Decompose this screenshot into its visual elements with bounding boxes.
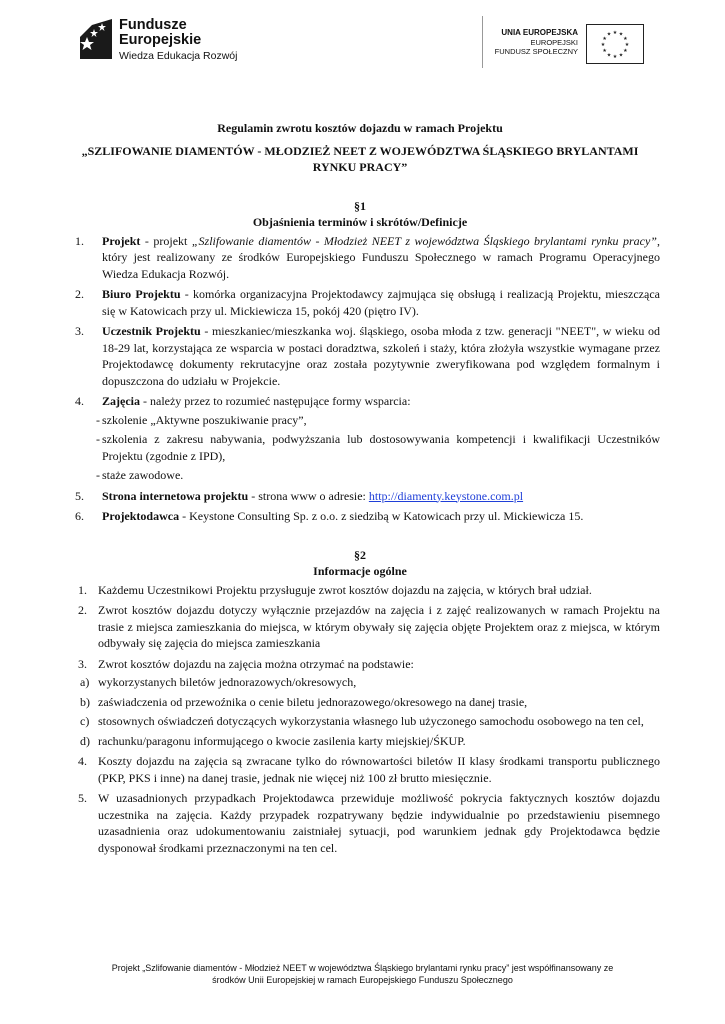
eu-flag-icon — [586, 24, 644, 64]
list-item — [60, 656, 660, 673]
item-marker: 5. — [78, 791, 87, 805]
list-item — [60, 286, 660, 319]
section2-number: §2 — [354, 547, 366, 562]
item-marker: 4. — [78, 754, 87, 768]
page-header — [0, 14, 725, 76]
sub-text: wykorzystanych biletów jednorazowych/okresowych, — [98, 675, 357, 689]
doc-title: Regulamin zwrotu kosztów dojazdu w ramach Projektu — [217, 121, 503, 135]
list-item — [60, 323, 660, 389]
item-text: - Keystone Consulting Sp. z o.o. z siedzibą w Katowicach przy ul. Mickiewicza 15. — [179, 509, 584, 523]
item-text: - strona www o adresie: — [248, 488, 369, 503]
sub-marker: b) — [80, 694, 90, 709]
item-term: Projektodawca — [102, 509, 180, 523]
list-item — [60, 753, 660, 786]
sub-text: szkolenie „Aktywne poszukiwanie pracy”, — [102, 412, 307, 427]
sub-list-item — [60, 412, 660, 429]
project-website-link[interactable]: http://diamenty.keystone.com.pl — [368, 488, 524, 503]
header-divider — [482, 16, 483, 68]
list-item — [60, 790, 660, 856]
list-item — [60, 488, 660, 505]
sub-list-item — [60, 467, 660, 484]
item-term: Strona internetowa projektu — [102, 488, 249, 503]
sub-list-item — [60, 431, 660, 464]
svg-text:★: ★ — [606, 52, 612, 59]
svg-text:★: ★ — [602, 36, 607, 42]
sub-marker: - — [96, 468, 100, 482]
ue-line1: UNIA EUROPEJSKA — [501, 28, 578, 37]
svg-text:★: ★ — [623, 36, 628, 42]
sub-text: zaświadczenia od przewoźnika o cenie biletu jednorazowego/okresowego na danej trasie, — [98, 694, 528, 709]
sub-text: staże zawodowe. — [102, 468, 184, 482]
item-text: Każdemu Uczestnikowi Projektu przysługuje zwrot kosztów dojazdu na zajęcia, w których brał udział. — [98, 582, 592, 597]
item-term: Uczestnik Projektu — [102, 324, 201, 338]
item-marker: 5. — [75, 488, 84, 503]
item-text: W uzasadnionych przypadkach Projektodawca przewiduje możliwość pokrycia faktycznych kosztów dojazdu uczestnika na zajęcia. Każdy przypadek rozpatrywany będzie indywidualnie po przedstawieniu pisemnego uzasadnienia oraz udokumentowaniu zaistniałej sytuacji, pod warunkiem jednak gdy Projektodawca będzie dysponował środkami przeznaczonymi na ten cel. — [98, 791, 660, 855]
footer-line2: środków Unii Europejskiej w ramach Europejskiego Funduszu Społecznego — [212, 975, 513, 985]
svg-text:★: ★ — [612, 54, 618, 60]
list-item — [60, 602, 660, 652]
document-body — [60, 120, 660, 860]
fe-logo-text — [119, 18, 237, 63]
svg-text:★: ★ — [600, 42, 606, 48]
sub-marker: d) — [80, 733, 90, 748]
fe-line2: Europejskie — [119, 32, 202, 48]
list-item — [60, 233, 660, 283]
item-text: Zwrot kosztów dojazdu na zajęcia można otrzymać na podstawie: — [98, 656, 414, 671]
item-marker: 3. — [78, 656, 87, 671]
ue-line2: EUROPEJSKI — [530, 37, 578, 47]
sub-marker: a) — [80, 675, 90, 689]
item-text: Zwrot kosztów dojazdu dotyczy wyłącznie przejazdów na zajęcia i z zajęć realizowanych w ramach Projektu na trasie z miejsca zamieszkania do miejsca, w którym obywały się zajęcia objęte Projektem oraz z miejsca, w którym odbywały się zajęcia do miejsca zamieszkania — [98, 603, 660, 650]
item-marker: 1. — [78, 582, 87, 597]
sub-text: stosownych oświadczeń dotyczących wykorzystania własnego lub użyczonego samochodu osobowego na ten cel, — [98, 714, 644, 728]
item-term: Biuro Projektu — [102, 287, 181, 301]
item-emphasis: „Szlifowanie diamentów - Młodzież NEET z województwa Śląskiego brylantami rynku pracy” — [191, 233, 657, 248]
item-text: - projekt — [140, 233, 192, 248]
sub-list-item — [60, 713, 660, 730]
fundusze-europejskie-logo-icon — [78, 17, 114, 61]
section2-heading: Informacje ogólne — [313, 564, 407, 578]
item-marker: 3. — [75, 324, 84, 338]
ue-logo-text — [486, 28, 578, 57]
section2-list — [60, 582, 660, 857]
list-item — [60, 582, 660, 599]
item-term: Zajęcia — [102, 394, 140, 408]
sub-list-item — [60, 733, 660, 750]
fe-line1: Fundusze — [119, 17, 187, 33]
doc-subtitle: „SZLIFOWANIE DIAMENTÓW - MŁODZIEŻ NEET Z WOJEWÓDZTWA ŚLĄSKIEGO BRYLANTAMI RYNKU PRACY” — [81, 143, 639, 174]
footer-line1: Projekt „Szlifowanie diamentów - Młodzież NEET w województwa Śląskiego brylantami rynku pracy” jest współfinansowany ze — [111, 963, 614, 973]
sub-text: rachunku/paragonu informującego o kwocie zasilenia karty miejskiej/ŚKUP. — [98, 733, 466, 748]
svg-text:★: ★ — [618, 31, 624, 38]
sub-marker: - — [96, 432, 100, 446]
item-marker: 1. — [75, 233, 84, 248]
svg-text:★: ★ — [623, 48, 628, 54]
item-text: - komórka organizacyjna Projektodawcy zajmująca się obsługą i realizacją Projektu, mieszcząca się w Katowicach przy ul. Mickiewicza 15, pokój 420 (piętro IV). — [102, 287, 660, 318]
item-marker: 6. — [75, 509, 84, 523]
ue-line3: FUNDUSZ SPOŁECZNY — [494, 47, 578, 56]
item-text: - mieszkaniec/mieszkanka woj. śląskiego, osoba młoda z tzw. generacji "NEET", w wieku od 18-29 lat, korzystająca ze wsparcia w postaci doradztwa, szkoleń i staży, która złożyła wszystkie wymagane przez Projektodawcę dokumenty rekrutacyjne oraz została pozytywnie zweryfikowana pod względem formalnym i dopuszczona do udziału w Projekcie. — [102, 324, 660, 388]
sub-list-item — [60, 694, 660, 711]
page-footer — [40, 962, 685, 986]
list-item — [60, 393, 660, 410]
item-marker: 2. — [78, 603, 87, 617]
fe-line3: Wiedza Edukacja Rozwój — [119, 50, 238, 62]
item-term: Projekt — [102, 233, 141, 248]
svg-text:★: ★ — [618, 52, 624, 59]
list-item — [60, 508, 660, 525]
section1-list — [60, 233, 660, 525]
item-marker: 4. — [75, 394, 84, 408]
section1-heading: Objaśnienia terminów i skrótów/Definicje — [252, 215, 468, 229]
svg-text:★: ★ — [624, 42, 630, 48]
item-text: Koszty dojazdu na zajęcia są zwracane tylko do równowartości biletów II klasy środkami transportu publicznego (PKP, PKS i inne) na danej trasie, jednak nie więcej niż 100 zł brutto miesięcznie. — [98, 754, 660, 785]
item-text-rest: , który jest realizowany ze środków Europejskiego Funduszu Społecznego w ramach Programu Operacyjnego Wiedza Edukacja Rozwój. — [102, 233, 660, 281]
item-marker: 2. — [75, 287, 84, 301]
sub-text: szkolenia z zakresu nabywania, podwyższania lub dostosowywania kompetencji i kwalifikacji Uczestników Projektu (zgodnie z IPD), — [102, 432, 660, 463]
item-text: - należy przez to rozumieć następujące formy wsparcia: — [140, 394, 411, 408]
sub-list-item — [60, 674, 660, 691]
section1-number: §1 — [354, 198, 366, 213]
svg-text:★: ★ — [612, 30, 618, 36]
sub-marker: c) — [80, 714, 90, 728]
svg-text:★: ★ — [606, 31, 612, 38]
svg-text:★: ★ — [602, 48, 607, 54]
sub-marker: - — [96, 412, 100, 427]
